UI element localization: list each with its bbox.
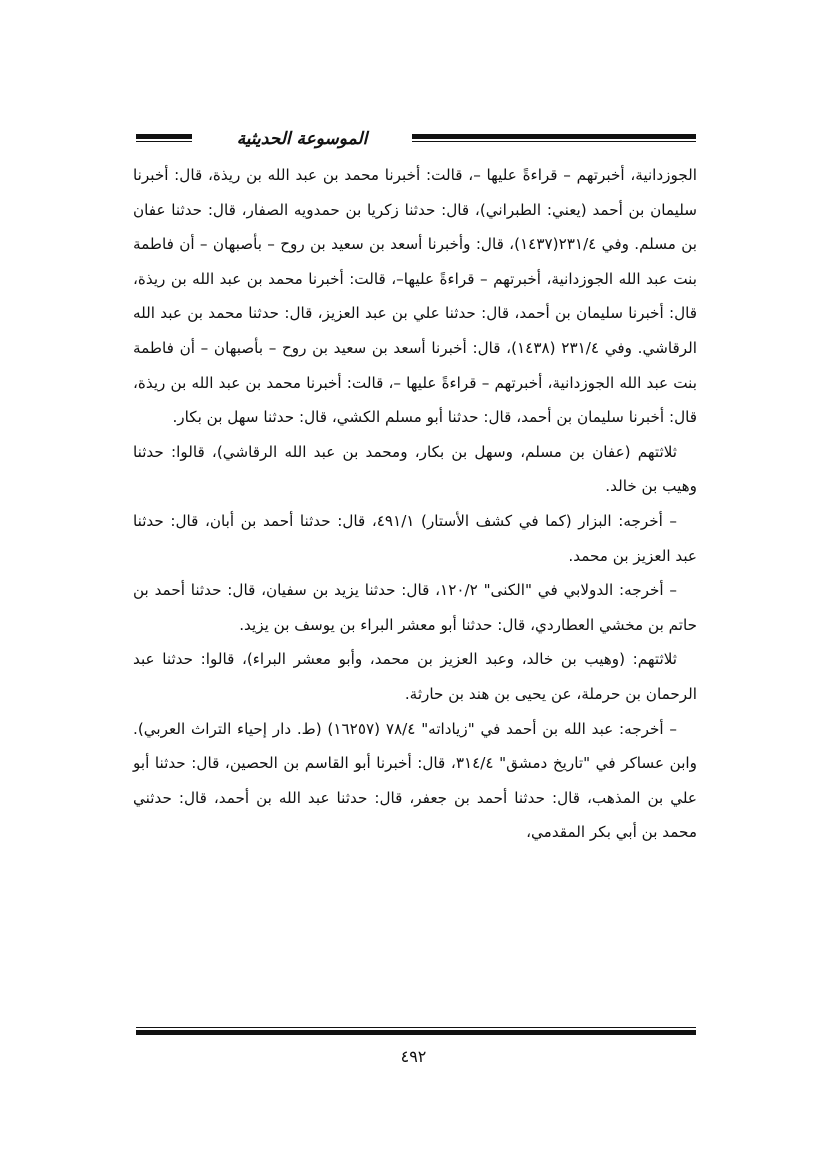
paragraph-2: ثلاثتهم (عفان بن مسلم، وسهل بن بكار، ومحمد بن عبد الله الرقاشي)، قالوا: حدثنا وهيب بن خالد. [133,442,697,496]
paragraph-1: الجوزدانية، أخبرتهم – قراءةً عليها –، قالت: أخبرنا محمد بن عبد الله بن ريذة، قال: أخبرنا سليمان بن أحمد (يعني: الطبراني)، قال: حدثنا زكريا بن حمدويه الصفار، قال: حدثنا عفان بن مسلم. وفي ٢٣١/٤(١٤٣٧)، قال: وأخبرنا أسعد بن سعيد بن روح – بأصبهان – أن فاطمة بنت عبد الله الجوزدانية، أخبرتهم – قراءةً عليها–، قالت: أخبرنا محمد بن عبد الله بن ريذة، قال: أخبرنا سليمان بن أحمد، قال: حدثنا علي بن عبد العزيز، قال: حدثنا محمد بن عبد الله الرقاشي. وفي ٢٣١/٤ (١٤٣٨)، قال: أخبرنا أسعد بن سعيد بن روح – بأصبهان – أن فاطمة بنت عبد الله الجوزدانية، أخبرتهم – قراءةً عليها –، قالت: أخبرنا محمد بن عبد الله بن ريذة، قال: أخبرنا سليمان بن أحمد، قال: حدثنا أبو مسلم الكشي، قال: حدثنا سهل بن بكار. [133,166,698,427]
page-number: ٤٩٢ [400,1047,427,1066]
paragraph-6: – أخرجه: عبد الله بن أحمد في "زياداته" ٧٨/٤ (١٦٢٥٧) (ط. دار إحياء التراث العربي). وابن عساكر في "تاريخ دمشق" ٣١٤/٤، قال: أخبرنا أبو القاسم بن الحصين، قال: حدثنا أبو علي بن المذهب، قال: حدثنا أحمد بن جعفر، قال: حدثنا عبد الله بن أحمد، قال: حدثني محمد بن أبي بكر المقدمي، [133,719,697,842]
body-text [133,158,697,850]
paragraph-4: – أخرجه: الدولابي في "الكنى" ١٢٠/٢، قال: حدثنا يزيد بن سفيان، قال: حدثنا أحمد بن حاتم بن مخشي العطاردي، قال: حدثنا أبو معشر البراء بن يوسف بن يزيد. [133,581,697,634]
paragraph-5: ثلاثتهم: (وهيب بن خالد، وعبد العزيز بن محمد، وأبو معشر البراء)، قالوا: حدثنا عبد الرحمان بن حرملة، عن يحيى بن هند بن حارثة. [133,650,697,703]
page-header [136,126,696,152]
header-title: الموسوعة الحديثية [236,129,368,149]
header-rule-right [412,134,696,144]
footer-rule [136,1027,696,1035]
paragraph-3: – أخرجه: البزار (كما في كشف الأستار) ٤٩١/١، قال: حدثنا أحمد بن أبان، قال: حدثنا عبد العزيز بن محمد. [133,511,697,565]
header-rule-left [136,134,192,144]
